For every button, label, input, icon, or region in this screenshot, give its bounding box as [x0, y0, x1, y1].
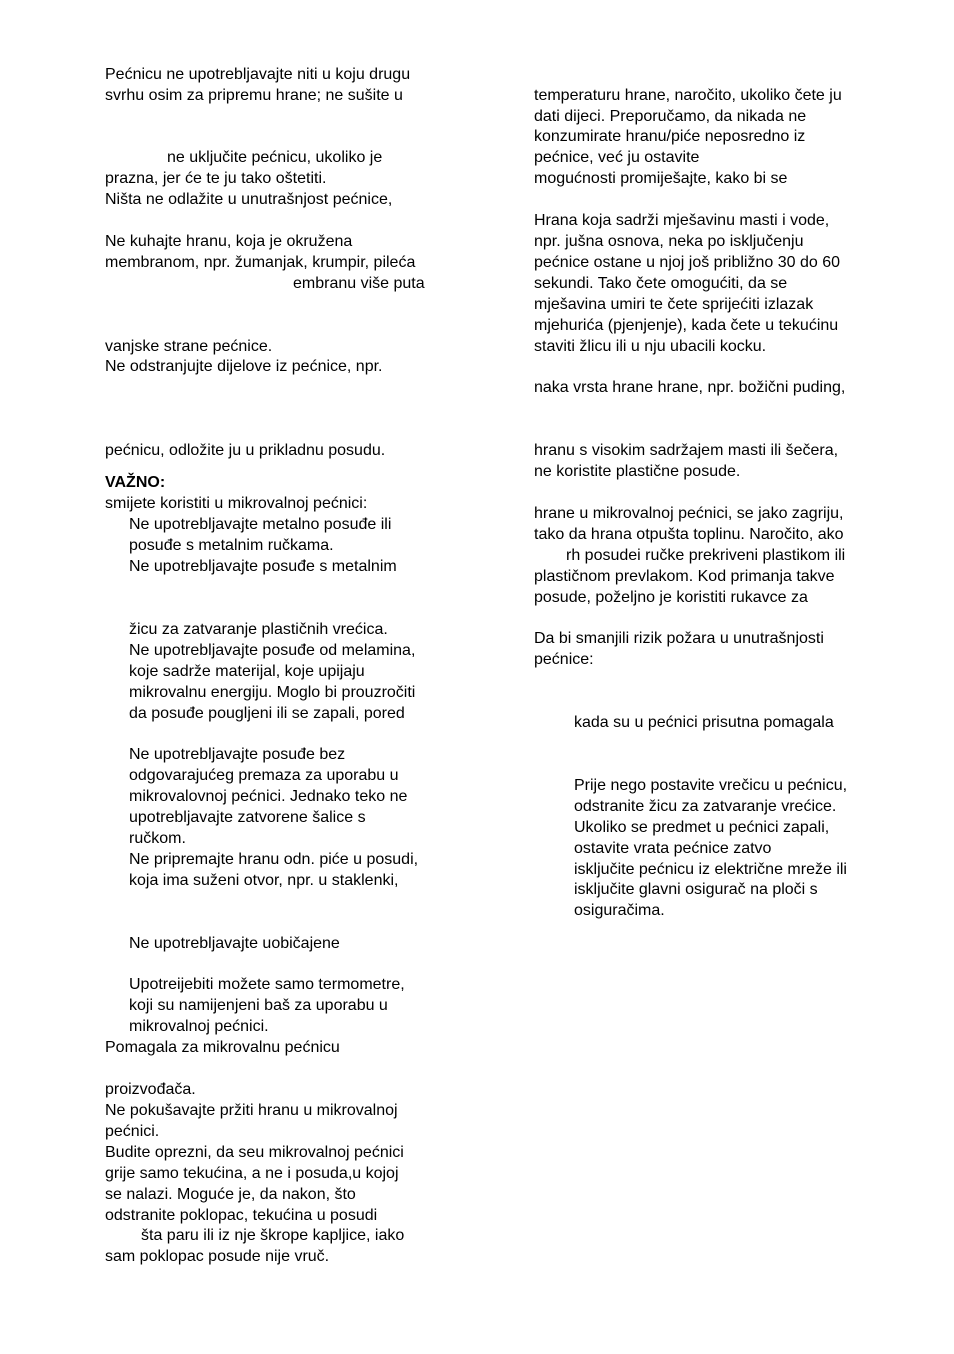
text-line: Ne odstranjujte dijelove iz pećnice, npr.: [105, 358, 383, 375]
text-line: posude, poželjno je koristiti rukavce za: [534, 589, 808, 606]
text-line: staviti žlicu ili u nju ubacili kocku.: [534, 338, 767, 355]
text-line: Ukoliko se predmet u pećnici zapali,: [574, 819, 830, 836]
text-line: odgovarajućeg premaza za uporabu u: [129, 767, 399, 784]
text-line: npr. jušna osnova, neka po isključenju: [534, 233, 804, 250]
text-line: ostavite vrata pećnice zatvo: [574, 840, 772, 857]
text-line: šta paru ili iz nje škrope kapljice, iako: [141, 1227, 405, 1244]
text-line: Ne pripremajte hranu odn. piće u posudi,: [129, 851, 419, 868]
text-line: sekundi. Tako čete omogućiti, da se: [534, 275, 788, 292]
text-line: mikrovalnoj pećnici.: [129, 1018, 269, 1035]
text-line: hrane u mikrovalnoj pećnici, se jako zagriju,: [534, 505, 844, 522]
text-line: da posuđe pougljeni ili se zapali, pored: [129, 705, 405, 722]
text-line: Budite oprezni, da seu mikrovalnoj pećnici: [105, 1144, 404, 1161]
text-line: mjehurića (pjenjenje), kada čete u tekućinu: [534, 317, 839, 334]
text-line: kada su u pećnici prisutna pomagala: [574, 714, 834, 731]
text-line: naka vrsta hrane hrane, npr. božični puding,: [534, 379, 846, 396]
text-line: se nalazi. Moguće je, da nakon, što: [105, 1186, 356, 1203]
text-line: dati dijeci. Preporučamo, da nikada ne: [534, 108, 807, 125]
text-line: temperaturu hrane, naročito, ukoliko čete ju: [534, 87, 842, 104]
text-line: Ne upotrebljavajte posuđe s metalnim: [129, 558, 397, 575]
text-line: koja ima suženi otvor, npr. u staklenki,: [129, 872, 399, 889]
text-line: Da bi smanjili rizik požara u unutrašnjosti: [534, 630, 824, 647]
text-line: Upotreijebiti možete samo termometre,: [129, 976, 405, 993]
text-line: koji su namijenjeni baš za uporabu u: [129, 997, 388, 1014]
text-line: Ne upotrebljavajte posuđe od melamina,: [129, 642, 416, 659]
text-line: pećnice ostane u njoj još približno 30 do 60: [534, 254, 840, 271]
text-line: ručkom.: [129, 830, 186, 847]
text-line: isključite glavni osigurač na ploči s: [574, 881, 818, 898]
text-line: membranom, npr. žumanjak, krumpir, pileća: [105, 254, 416, 271]
text-line: prazna, jer će te ju tako oštetiti.: [105, 170, 327, 187]
text-line: Ne pokušavajte pržiti hranu u mikrovalnoj: [105, 1102, 398, 1119]
text-line: tako da hrana otpušta toplinu. Naročito, ako: [534, 526, 844, 543]
text-line: smijete koristiti u mikrovalnoj pećnici:: [105, 495, 368, 512]
text-line: plastičnom prevlakom. Kod primanja takve: [534, 568, 835, 585]
text-line: upotrebljavajte zatvorene šalice s: [129, 809, 366, 826]
text-line: vanjske strane pećnice.: [105, 338, 273, 355]
text-line: konzumirate hranu/piće neposredno iz: [534, 128, 806, 145]
text-line: Pomagala za mikrovalnu pećnicu: [105, 1039, 340, 1056]
text-line: žicu za zatvaranje plastičnih vrećica.: [129, 621, 388, 638]
text-line: Prije nego postavite vrečicu u pećnicu,: [574, 777, 848, 794]
text-line: pećnice:: [534, 651, 594, 668]
text-line: rh posudei ručke prekriveni plastikom ili: [566, 547, 846, 564]
text-line: hranu s visokim sadržajem masti ili šečera,: [534, 442, 839, 459]
text-line: isključite pećnicu iz električne mreže ili: [574, 861, 847, 878]
text-line: pećnicu, odložite ju u prikladnu posudu.: [105, 442, 386, 459]
text-line: embranu više puta: [293, 275, 425, 292]
text-line: koje sadrže materijal, koje upijaju: [129, 663, 365, 680]
text-line: Ništa ne odlažite u unutrašnjost pećnice,: [105, 191, 393, 208]
text-line: Ne upotrebljavajte uobičajene: [129, 935, 340, 952]
text-line: Ne upotrebljavajte metalno posuđe ili: [129, 516, 392, 533]
text-line: pećnici.: [105, 1123, 160, 1140]
text-line: sam poklopac posude nije vruč.: [105, 1248, 330, 1265]
text-line: ne uključite pećnicu, ukoliko je: [167, 149, 383, 166]
text-line: osiguračima.: [574, 902, 665, 919]
text-line: svrhu osim za pripremu hrane; ne sušite u: [105, 87, 403, 104]
text-line: Hrana koja sadrži mješavinu masti i vode,: [534, 212, 830, 229]
text-line: proizvođača.: [105, 1081, 196, 1098]
text-line: mikrovalovnoj pećnici. Jednako teko ne: [129, 788, 408, 805]
important-heading: VAŽNO:: [105, 474, 166, 491]
text-line: Pećnicu ne upotrebljavajte niti u koju drugu: [105, 66, 411, 83]
text-line: Ne upotrebljavajte posuđe bez: [129, 746, 346, 763]
text-line: mikrovalnu energiju. Moglo bi prouzročiti: [129, 684, 416, 701]
text-line: ne koristite plastične posude.: [534, 463, 741, 480]
text-line: odstranite poklopac, tekućina u posudi: [105, 1207, 378, 1224]
text-line: posuđe s metalnim ručkama.: [129, 537, 334, 554]
text-line: odstranite žicu za zatvaranje vrećice.: [574, 798, 837, 815]
text-line: Ne kuhajte hranu, koja je okružena: [105, 233, 353, 250]
text-line: grije samo tekućina, a ne i posuda,u kojoj: [105, 1165, 399, 1182]
text-line: pećnice, već ju ostavite: [534, 149, 700, 166]
text-line: mogućnosti promiješajte, kako bi se: [534, 170, 788, 187]
text-line: mješavina umiri te čete sprijećiti izlazak: [534, 296, 814, 313]
